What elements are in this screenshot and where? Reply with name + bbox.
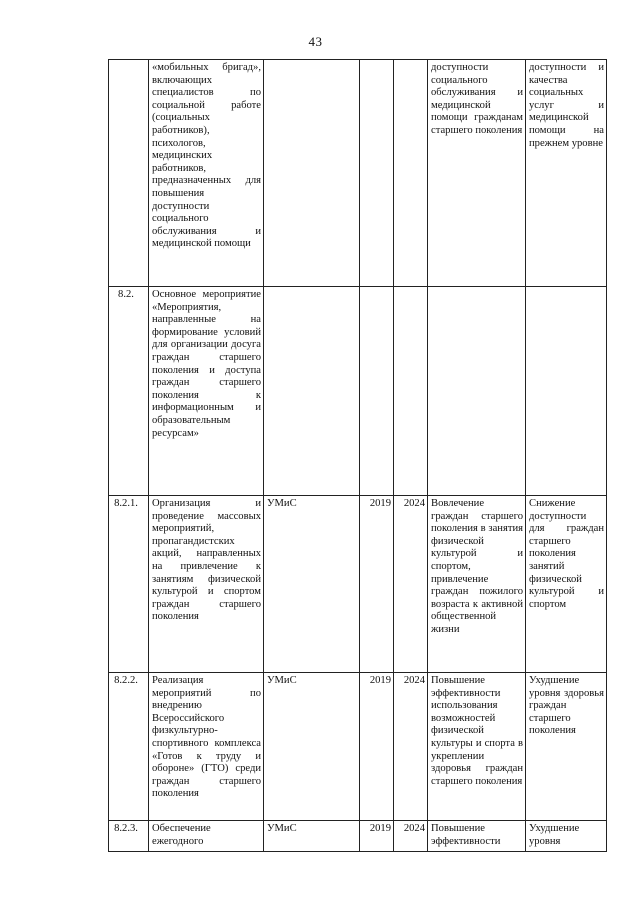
end-year-cell: 2024: [394, 496, 428, 673]
start-year-cell: [360, 287, 394, 496]
table-row: [109, 60, 607, 287]
table-row: [109, 673, 607, 821]
consequence-cell: Снижение доступности для граждан старшего поколения занятий физической культурой и спортом: [526, 496, 607, 673]
executor-cell: [264, 60, 360, 287]
start-year-cell: 2019: [360, 821, 394, 852]
page-number: 43: [308, 34, 323, 49]
expected-result-cell: доступности социального обслуживания и медицинской помощи гражданам старшего поколения: [428, 60, 526, 287]
end-year-cell: [394, 287, 428, 496]
table-row: [109, 287, 607, 496]
measure-name-cell: Реализация мероприятий по внедрению Всероссийского физкультурно-спортивного комплекса «Готов к труду и обороне» (ГТО) среди граждан старшего поколения: [149, 673, 264, 821]
end-year-cell: 2024: [394, 821, 428, 852]
executor-cell: [264, 287, 360, 496]
measure-name-cell: Организация и проведение массовых мероприятий, пропагандистских акций, направленных на привлечение к занятиям физической культурой и спортом граждан старшего поколения: [149, 496, 264, 673]
row-number-cell: 8.2.2.: [109, 673, 149, 821]
table-row: [109, 496, 607, 673]
start-year-cell: 2019: [360, 496, 394, 673]
executor-cell: УМиС: [264, 821, 360, 852]
executor-cell: УМиС: [264, 496, 360, 673]
end-year-cell: [394, 60, 428, 287]
consequence-cell: [526, 287, 607, 496]
start-year-cell: 2019: [360, 673, 394, 821]
expected-result-cell: Вовлечение граждан старшего поколения в занятия физической культурой и спортом, привлечение граждан пожилого возраста к активной общественной жизни: [428, 496, 526, 673]
consequence-cell: доступности и качества социальных услуг и медицинской помощи на прежнем уровне: [526, 60, 607, 287]
expected-result-cell: [428, 287, 526, 496]
measure-name-cell: «мобильных бригад», включающих специалистов по социальной работе (социальных работников), психологов, медицинских работников, предназначенных для повышения доступности социального обслуживания и медицинской помощи: [149, 60, 264, 287]
measure-name-cell: Основное мероприятие «Мероприятия, направленные на формирование условий для организации досуга граждан старшего поколения и доступа граждан старшего поколения к информационным и образовательным ресурсам»: [149, 287, 264, 496]
measure-name-cell: Обеспечение ежегодного: [149, 821, 264, 852]
expected-result-cell: Повышение эффективности использования возможностей физической культуры и спорта в укреплении здоровья граждан старшего поколения: [428, 673, 526, 821]
row-number-cell: 8.2.3.: [109, 821, 149, 852]
row-number-cell: [109, 60, 149, 287]
executor-cell: УМиС: [264, 673, 360, 821]
measures-table: [108, 59, 607, 852]
expected-result-cell: Повышение эффективности: [428, 821, 526, 852]
row-number-cell: 8.2.1.: [109, 496, 149, 673]
table-row: [109, 821, 607, 852]
start-year-cell: [360, 60, 394, 287]
consequence-cell: Ухудшение уровня здоровья граждан старшего поколения: [526, 673, 607, 821]
end-year-cell: 2024: [394, 673, 428, 821]
consequence-cell: Ухудшение уровня: [526, 821, 607, 852]
row-number-cell: 8.2.: [109, 287, 149, 496]
